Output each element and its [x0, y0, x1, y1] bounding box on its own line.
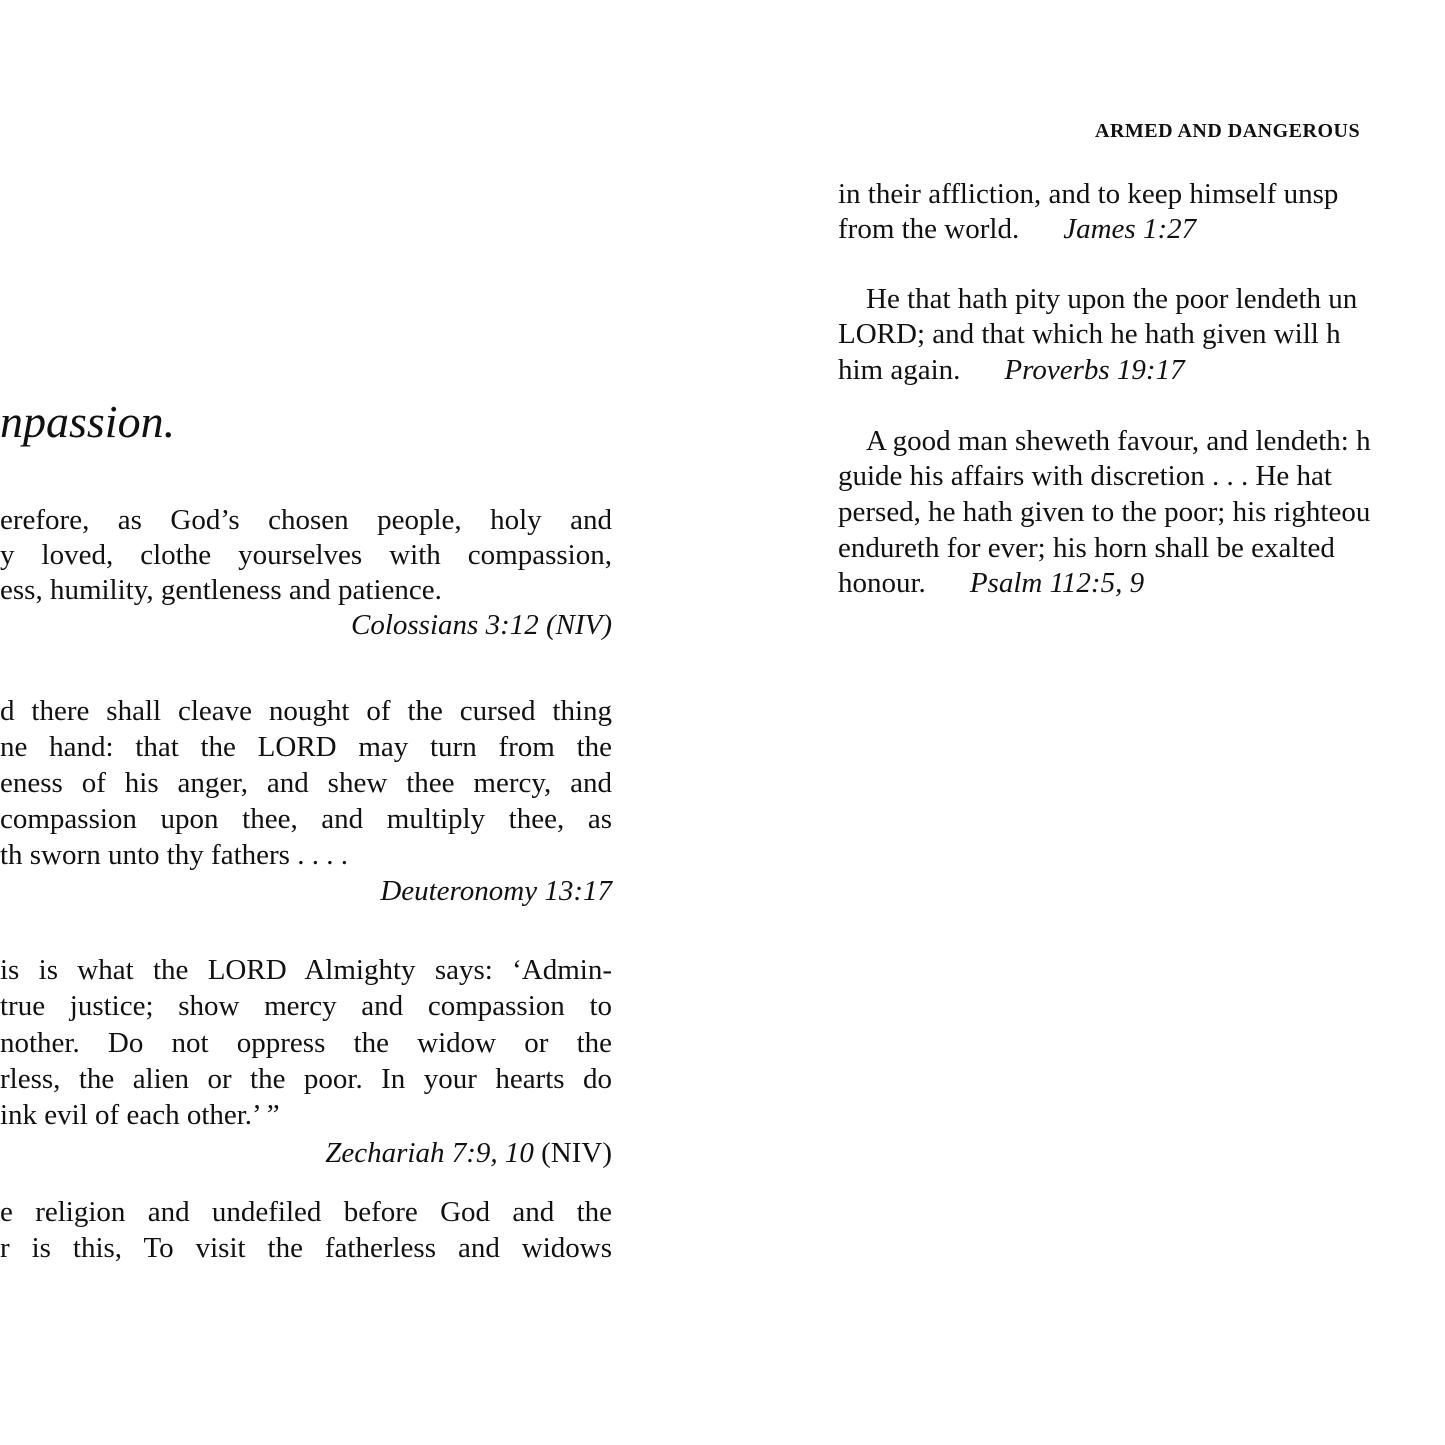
verse-line: y loved, clothe yourselves with compassion,	[0, 539, 612, 571]
verse-line: nother. Do not oppress the widow or the	[0, 1027, 612, 1059]
verse-line: compassion upon thee, and multiply thee, as	[0, 803, 612, 835]
verse-line: LORD; and that which he hath given will h	[838, 318, 1341, 350]
verse-reference-version: (NIV)	[541, 1137, 612, 1169]
section-heading: npassion.	[0, 396, 176, 447]
verse-line: true justice; show mercy and compassion to	[0, 990, 612, 1022]
verse-line: guide his affairs with discretion . . . He hat	[838, 460, 1332, 492]
verse-line: ne hand: that the LORD may turn from the	[0, 731, 612, 763]
verse-line: th sworn unto thy fathers . . . .	[0, 839, 348, 871]
verse-reference-block	[0, 1135, 612, 1171]
verse-reference: Colossians 3:12 (NIV)	[351, 609, 612, 641]
verse-line: r is this, To visit the fatherless and widows	[0, 1232, 612, 1264]
verse-last-line	[838, 565, 1144, 601]
verse-line: e religion and undefiled before God and the	[0, 1196, 612, 1228]
verse-reference: James 1:27	[1063, 213, 1197, 245]
verse-reference: Psalm 112:5, 9	[969, 567, 1145, 599]
verse-reference: Deuteronomy 13:17	[380, 875, 612, 907]
verse-last-line	[838, 211, 1196, 247]
verse-line: in their affliction, and to keep himself unsp	[838, 178, 1339, 210]
verse-line: from the world.	[838, 213, 1020, 245]
verse-line: rless, the alien or the poor. In your hearts do	[0, 1063, 612, 1095]
verse-line: ink evil of each other.’ ”	[0, 1099, 280, 1131]
verse-line: him again.	[838, 354, 961, 386]
verse-line: is is what the LORD Almighty says: ‘Admin-	[0, 954, 612, 986]
verse-last-line	[838, 352, 1185, 388]
verse-line: He that hath pity upon the poor lendeth un	[866, 283, 1358, 315]
verse-line: d there shall cleave nought of the cursed thing	[0, 695, 612, 727]
verse-line: erefore, as God’s chosen people, holy and	[0, 504, 612, 536]
verse-reference: Proverbs 19:17	[1004, 354, 1185, 386]
verse-reference: Zechariah 7:9, 10	[325, 1137, 534, 1169]
verse-line: persed, he hath given to the poor; his righteou	[838, 496, 1371, 528]
verse-line: honour.	[838, 567, 926, 599]
verse-line: ess, humility, gentleness and patience.	[0, 574, 442, 606]
running-head: ARMED AND DANGEROUS	[1095, 120, 1361, 142]
verse-line: eness of his anger, and shew thee mercy, and	[0, 767, 612, 799]
verse-line: endureth for ever; his horn shall be exalted	[838, 532, 1335, 564]
verse-line: A good man sheweth favour, and lendeth: h	[866, 425, 1371, 457]
